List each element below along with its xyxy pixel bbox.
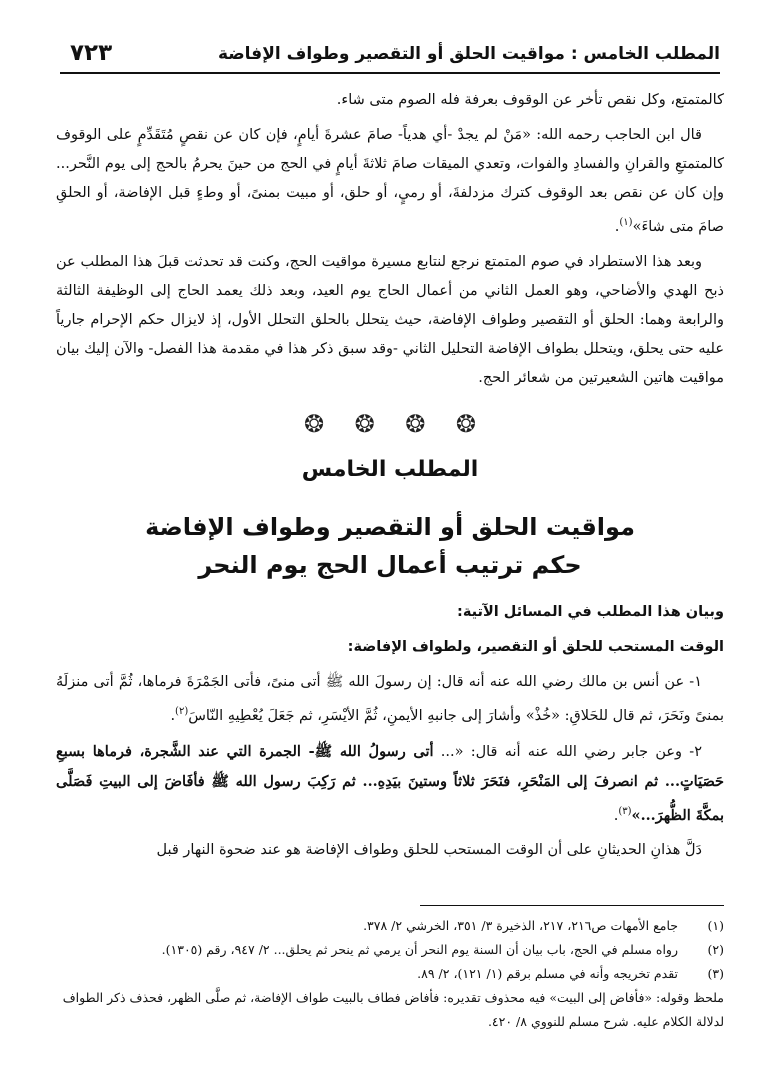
footnote-number: (٢) xyxy=(707,942,724,957)
footnote-ref: (٢) xyxy=(175,705,189,717)
footnote xyxy=(56,914,724,938)
footnote-text: تقدم تخريجه وأنه في مسلم برقم (١/ ١٢١)، ٢/ ٨٩. xyxy=(417,966,678,981)
paragraph-quote: قال ابن الحاجب رحمه الله: «مَنْ لم يجدْ -أي هدياً- صامَ عشرةَ أيامٍ، فإن كان عن نقصٍ مُتَقَدِّمٍ على الوقوف كالمتمتعِ والقرانِ والفسادِ والفوات، وتعدي الميقات صامَ ثلاثةَ أيامٍ في الحج من حينَ يحرمُ بالحج إلى يوم النَّحر... وإن كان عن نقص بعد الوقوف كترك مزدلفةَ، أو رميٍ، أو حلق، أو مبيت بمنىً، أو وطءٍ قبل الإفاضة، أو الحلقِ صامَ متى شاءَ»$^{(١)}$. xyxy=(56,127,724,235)
section-title: مواقيت الحلق أو التقصير وطواف الإفاضة xyxy=(145,512,635,541)
hadith-1: ١- عن أنس بن مالك رضي الله عنه أنه قال: إن رسولَ الله ﷺ أتى منىً، فأتى الجَمْرَةَ فرماها، ثُمَّ أتى منزلَهُ بمنىً ونَحَرَ، ثم قال للحَلاقِ: «خُذْ» وأشارَ إلى جانبهِ الأيمنِ، ثُمَّ الأيْسَرِ، ثم جَعَلَ يُعْطِيهِ النّاسَ$^{(٢)}$. xyxy=(56,673,724,724)
hadith-2: ٢- وعن جابر رضي الله عنه أنه قال: «... أتى رسولُ الله ﷺ- الجمرة التي عند الشَّجرة، فرماها بسبعِ حَصَيَاتٍ... ثم انصرفَ إلى المَنْحَرِ، فنَحَرَ ثلاثاً وستينَ بيَدِهِ... ثم رَكِبَ رسول الله ﷺ فأفَاضَ إلى البيتِ فَصَلَّى بمكَّةَ الظُّهرَ...»$^{(٣)}$. xyxy=(56,742,724,824)
footnote xyxy=(56,938,724,962)
footnote-ref: (١) xyxy=(619,217,633,228)
footnote-number: (٣) xyxy=(707,966,724,981)
ornament-icon: ❂ xyxy=(455,409,476,438)
footnote-separator xyxy=(420,905,724,906)
intro-line: وبيان هذا المطلب في المسائل الآتية: xyxy=(457,603,724,620)
section-label: المطلب الخامس xyxy=(301,456,479,482)
paragraph: وبعد هذا الاستطراد في صوم المتمتع نرجع لنتابع مسيرة مواقيت الحج، وكنت قد تحدثت قبلَ هذا المطلب عن ذبح الهدي والأضاحي، وهو العمل الثاني من أعمال الحاج يوم العيد، وبعد ذلك يعمد الحاج إلى الوظيفة الثالثة والرابعة وهما: الحلق أو التقصير وطواف الإفاضة، حيث يتحلل بالحلق التحلل الأول، إذ لايزال حكم الإحرام جارياً عليه حتى يحلق، ويتحلل بطواف الإفاضة التحليل الثاني -وقد سبق ذكر هذا في مقدمة هذا الفصل- والآن إليك بيان مواقيت هاتين الشعيرتين من شعائر الحج. xyxy=(56,253,724,386)
main-text xyxy=(56,86,724,871)
ornament-row xyxy=(56,411,724,443)
ornament-icon: ❂ xyxy=(304,409,325,438)
page-header xyxy=(60,38,720,74)
footnote-text: رواه مسلم في الحج، باب بيان أن السنة يوم النحر أن يرمي ثم ينحر ثم يحلق... ٢/ ٩٤٧، رقم (١٣٠٥). xyxy=(161,942,678,957)
subheading: الوقت المستحب للحلق أو التقصير، ولطواف الإفاضة: xyxy=(347,638,724,655)
footnote-number: (١) xyxy=(707,918,724,933)
running-title: المطلب الخامس : مواقيت الحلق أو التقصير وطواف الإفاضة xyxy=(217,44,720,64)
hadith-2-intro: ٢- وعن جابر رضي الله عنه أنه قال: «... xyxy=(433,743,702,760)
hadith-1-text: ١- عن أنس بن مالك رضي الله عنه أنه قال: إن رسولَ الله ﷺ أتى منىً، فأتى الجَمْرَةَ فرماها، ثُمَّ أتى منزلَهُ بمنىً ونَحَرَ، ثم قال للحَلاقِ: «خُذْ» وأشارَ إلى جانبهِ الأيمنِ، ثُمَّ الأيْسَرِ، ثم جَعَلَ يُعْطِيهِ النّاسَ xyxy=(56,673,724,724)
footnotes xyxy=(56,914,724,1034)
footnote-text: جامع الأمهات ص٢١٦، ٢١٧، الذخيرة ٣/ ٣٥١، الخرشي ٢/ ٣٧٨. xyxy=(363,918,678,933)
ornament-icon: ❂ xyxy=(405,409,426,438)
section-subtitle: حكم ترتيب أعمال الحج يوم النحر xyxy=(198,550,582,579)
hadith-2-text: أتى رسولُ الله ﷺ- الجمرة التي عند الشَّجرة، فرماها بسبعِ حَصَيَاتٍ... ثم انصرفَ إلى المَنْحَرِ، فنَحَرَ ثلاثاً وستينَ بيَدِهِ... ثم رَكِبَ رسول الله ﷺ فأفَاضَ إلى البيتِ فَصَلَّى بمكَّةَ الظُّهرَ...» xyxy=(56,742,724,824)
footnote xyxy=(56,962,724,986)
page-number: ٧٢٣ xyxy=(70,40,113,66)
paragraph: دَلَّ هذانِ الحديثانِ على أن الوقت المستحب للحلق وطواف الإفاضة هو عند ضحوة النهار قبل xyxy=(156,842,702,859)
paragraph: كالمتمتع، وكل نقص تأخر عن الوقوف بعرفة فله الصوم متى شاء. xyxy=(336,92,724,108)
ornament-icon: ❂ xyxy=(354,409,375,438)
quote-text: قال ابن الحاجب رحمه الله: «مَنْ لم يجدْ -أي هدياً- صامَ عشرةَ أيامٍ، فإن كان عن نقصٍ مُتَقَدِّمٍ على الوقوف كالمتمتعِ والقرانِ والفسادِ والفوات، وتعدي الميقات صامَ ثلاثةَ أيامٍ في الحج من حينَ يحرمُ بالحج إلى يوم النَّحر... وإن كان عن نقص بعد الوقوف كترك مزدلفةَ، أو رميٍ، أو حلق، أو مبيت بمنىً، أو وطءٍ قبل الإفاضة، أو الحلقِ صامَ متى شاءَ» xyxy=(56,127,724,235)
footnote-ref: (٣) xyxy=(618,805,632,817)
footnote-note: ملحظ وقوله: «فأفاض إلى البيت» فيه محذوف تقديره: فأفاض فطاف بالبيت طواف الإفاضة، ثم صلَّى الظهر، فحذف ذكر الطواف لدلالة الكلام عليه. شرح مسلم للنووي ٨/ ٤٢٠. xyxy=(62,990,724,1029)
